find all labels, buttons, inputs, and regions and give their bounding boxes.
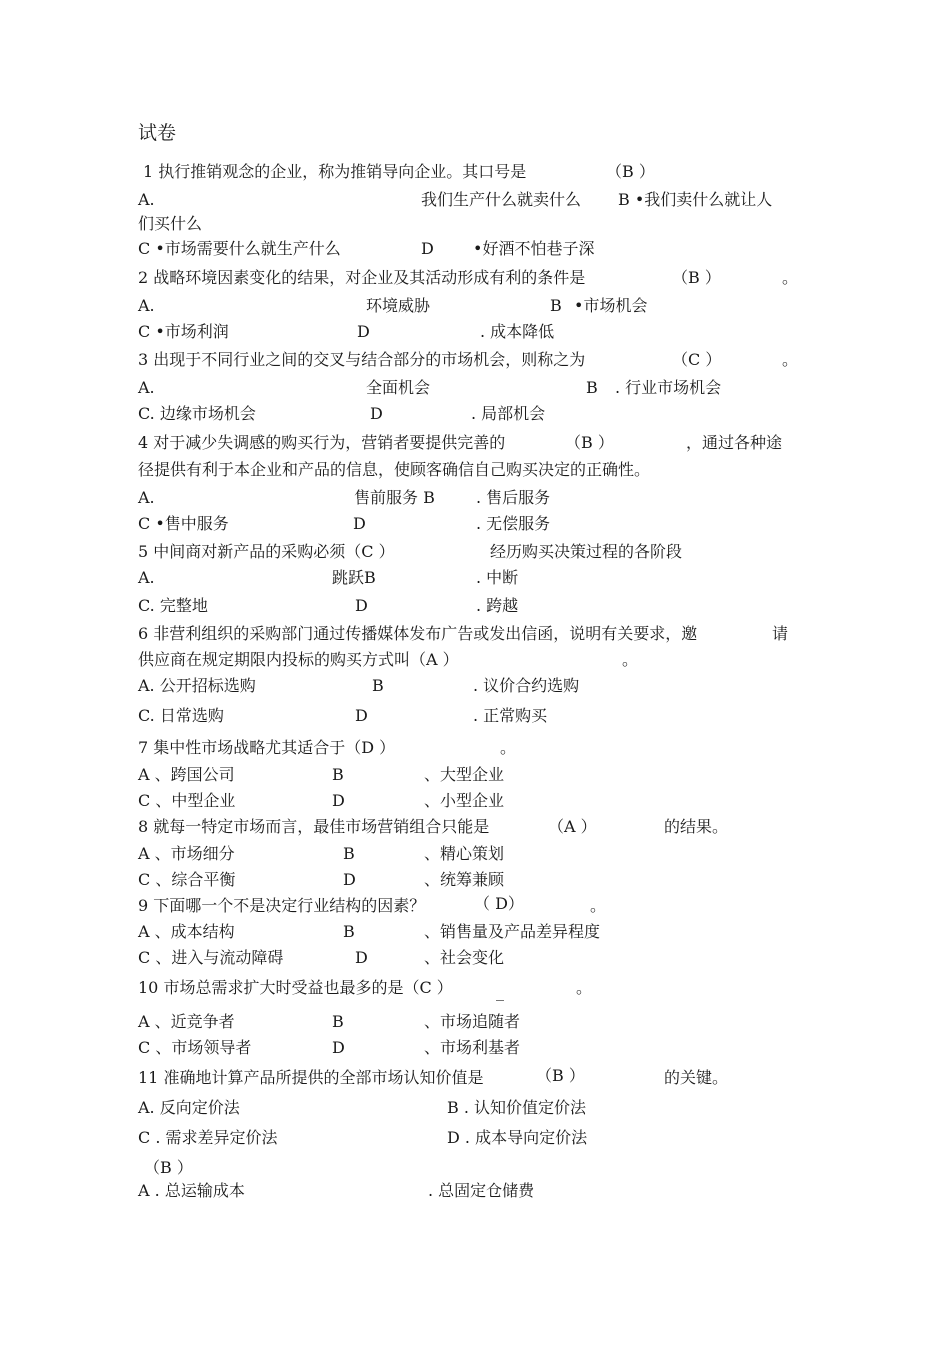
question-6-stem-line2: 供应商在规定期限内投标的购买方式叫（A ） — [138, 650, 459, 669]
question-1-option-d: •好酒不怕巷子深 — [473, 239, 595, 258]
question-4-option-b: . 售后服务 — [476, 488, 551, 507]
question-11-option-d: D . 成本导向定价法 — [447, 1128, 588, 1147]
question-12-option-a: A . 总运输成本 — [138, 1181, 245, 1200]
question-11-option-a: A. 反向定价法 — [138, 1098, 240, 1117]
question-1-answer: （B ） — [606, 162, 655, 181]
question-1-option-b: B •我们卖什么就让人 — [618, 190, 773, 209]
question-7-option-d-label: D — [332, 791, 345, 810]
question-10-blank: _ — [496, 982, 504, 1001]
question-4-stem: 4 对于减少失调感的购买行为，营销者要提供完善的 — [138, 433, 506, 452]
question-8-option-d: 、统筹兼顾 — [424, 870, 505, 889]
question-1-option-b-cont: 们买什么 — [138, 214, 203, 233]
question-8-answer: （A ） — [548, 817, 597, 836]
question-10-option-b: 、市场追随者 — [424, 1012, 521, 1031]
page-title: 试卷 — [138, 122, 177, 144]
question-5-option-d: . 跨越 — [476, 596, 519, 615]
question-5-option-b: . 中断 — [476, 568, 519, 587]
question-5-option-a: 跳跃B — [332, 568, 376, 587]
question-4-option-a-label: A. — [138, 488, 155, 507]
question-10-end: 。 — [576, 978, 593, 997]
question-11-answer: （B ） — [536, 1066, 585, 1085]
question-9-stem: 9 下面哪一个不是决定行业结构的因素？ — [138, 896, 426, 915]
question-10-option-c: C 、市场领导者 — [138, 1038, 252, 1057]
question-1-stem: 1 执行推销观念的企业，称为推销导向企业。其口号是 — [143, 162, 527, 181]
question-2-option-c: C •市场利润 — [138, 322, 229, 341]
question-3-option-b-label: B — [586, 378, 598, 397]
question-5-option-a-label: A. — [138, 568, 155, 587]
question-1-option-a-label: A. — [138, 190, 155, 209]
question-6-stem-end: 请 — [772, 624, 789, 643]
question-8-option-c: C 、综合平衡 — [138, 870, 236, 889]
question-12-answer: （B ） — [144, 1158, 193, 1177]
question-1-option-d-label: D — [421, 239, 434, 258]
question-3-end: 。 — [782, 350, 799, 369]
question-2-stem: 2 战略环境因素变化的结果，对企业及其活动形成有利的条件是 — [138, 268, 586, 287]
question-2-answer: （B ） — [672, 268, 721, 287]
question-2-end: 。 — [782, 268, 799, 287]
question-11-end: 的关键。 — [664, 1068, 729, 1087]
question-10-stem: 10 市场总需求扩大时受益也最多的是（C ） — [138, 978, 453, 997]
question-5-stem-cont: 经历购买决策过程的各阶段 — [490, 542, 683, 561]
question-10-option-d-label: D — [332, 1038, 345, 1057]
question-5-option-c: C. 完整地 — [138, 596, 208, 615]
question-6-stem: 6 非营利组织的采购部门通过传播媒体发布广告或发出信函，说明有关要求，邀 — [138, 624, 698, 643]
question-7-option-b: 、大型企业 — [424, 765, 505, 784]
question-9-option-c: C 、进入与流动障碍 — [138, 948, 284, 967]
question-6-option-a: A. 公开招标选购 — [138, 676, 256, 695]
question-6-option-c: C. 日常选购 — [138, 706, 224, 725]
question-2-option-a-label: A. — [138, 296, 155, 315]
question-10-option-a: A 、近竞争者 — [138, 1012, 235, 1031]
question-3-stem: 3 出现于不同行业之间的交叉与结合部分的市场机会，则称之为 — [138, 350, 586, 369]
question-2-option-a: 环境威胁 — [366, 296, 431, 315]
question-3-option-d: . 局部机会 — [471, 404, 546, 423]
question-2-option-d-label: D — [357, 322, 370, 341]
question-9-option-b: 、销售量及产品差异程度 — [424, 922, 601, 941]
question-6-end: 。 — [622, 650, 639, 669]
question-8-end: 的结果。 — [664, 817, 729, 836]
question-9-option-d-label: D — [355, 948, 368, 967]
question-5-stem: 5 中间商对新产品的采购必须（C ） — [138, 542, 395, 561]
question-9-option-a: A 、成本结构 — [138, 922, 235, 941]
question-12-option-b: . 总固定仓储费 — [428, 1181, 535, 1200]
question-11-stem: 11 准确地计算产品所提供的全部市场认知价值是 — [138, 1068, 484, 1087]
question-4-answer: （B ） — [565, 433, 614, 452]
question-7-option-c: C 、中型企业 — [138, 791, 236, 810]
question-4-option-a: 售前服务 B — [354, 488, 435, 507]
question-4-option-c: C •售中服务 — [138, 514, 229, 533]
question-6-option-d-label: D — [355, 706, 368, 725]
question-3-option-b: . 行业市场机会 — [615, 378, 722, 397]
question-3-option-a-label: A. — [138, 378, 155, 397]
question-4-stem-cont: ，通过各种途 — [686, 433, 783, 452]
question-7-end: 。 — [500, 738, 517, 757]
question-4-option-d: . 无偿服务 — [476, 514, 551, 533]
question-7-stem: 7 集中性市场战略尤其适合于（D ） — [138, 738, 396, 757]
question-8-stem: 8 就每一特定市场而言，最佳市场营销组合只能是 — [138, 817, 490, 836]
question-2-option-b: •市场机会 — [574, 296, 648, 315]
question-9-answer: （ D） — [474, 894, 524, 913]
question-11-option-b: B . 认知价值定价法 — [447, 1098, 587, 1117]
question-10-option-d: 、市场利基者 — [424, 1038, 521, 1057]
question-8-option-b: 、精心策划 — [424, 844, 505, 863]
question-3-option-c: C. 边缘市场机会 — [138, 404, 256, 423]
question-3-option-a: 全面机会 — [366, 378, 431, 397]
question-5-option-d-label: D — [355, 596, 368, 615]
question-9-option-d: 、社会变化 — [424, 948, 505, 967]
question-3-option-d-label: D — [370, 404, 383, 423]
question-7-option-d: 、小型企业 — [424, 791, 505, 810]
question-2-option-d: . 成本降低 — [480, 322, 555, 341]
question-7-option-a: A 、跨国公司 — [138, 765, 235, 784]
question-8-option-b-label: B — [343, 844, 355, 863]
question-2-option-b-label: B — [550, 296, 562, 315]
question-8-option-a: A 、市场细分 — [138, 844, 235, 863]
question-7-option-b-label: B — [332, 765, 344, 784]
question-9-option-b-label: B — [343, 922, 355, 941]
question-10-option-b-label: B — [332, 1012, 344, 1031]
question-1-option-c: C •市场需要什么就生产什么 — [138, 239, 341, 258]
question-1-option-a: 我们生产什么就卖什么 — [421, 190, 582, 209]
question-9-end: 。 — [590, 896, 607, 915]
question-11-option-c: C . 需求差异定价法 — [138, 1128, 278, 1147]
question-8-option-d-label: D — [343, 870, 356, 889]
question-6-option-b-label: B — [372, 676, 384, 695]
question-4-stem-line2: 径提供有利于本企业和产品的信息，使顾客确信自己购买决定的正确性。 — [138, 460, 651, 479]
question-3-answer: （C ） — [672, 350, 722, 369]
question-6-option-d: . 正常购买 — [473, 706, 548, 725]
question-6-option-b: . 议价合约选购 — [473, 676, 580, 695]
question-4-option-d-label: D — [353, 514, 366, 533]
